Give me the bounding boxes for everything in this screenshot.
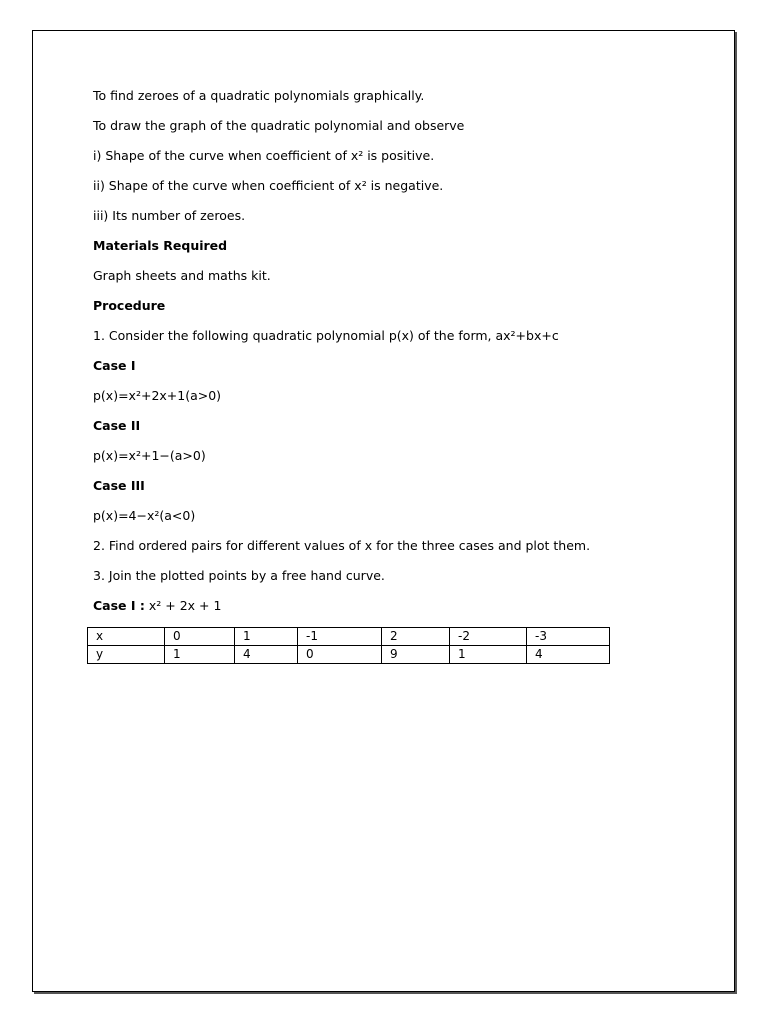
case-heading: Case I [93, 358, 136, 373]
table-caption [93, 597, 693, 627]
observation-item: i) Shape of the curve when coefficient of x² is positive. [93, 148, 435, 163]
table-cell: -2 [450, 628, 527, 646]
table-cell: -1 [298, 628, 382, 646]
section-heading-materials: Materials Required [93, 238, 228, 253]
document-body [93, 87, 693, 627]
case-heading: Case II [93, 418, 141, 433]
case-heading: Case III [93, 478, 145, 493]
observation-item: ii) Shape of the curve when coefficient of x² is negative. [93, 178, 444, 193]
table-cell: 2 [382, 628, 450, 646]
table-cell: 9 [382, 646, 450, 664]
table-caption-label: Case I : [93, 598, 145, 613]
case-polynomial: p(x)=4−x²(a<0) [93, 508, 196, 523]
procedure-step: 1. Consider the following quadratic polynomial p(x) of the form, ax²+bx+c [93, 328, 559, 343]
observation-item: iii) Its number of zeroes. [93, 208, 246, 223]
table-row-y [88, 646, 610, 664]
procedure-step: 3. Join the plotted points by a free hand curve. [93, 568, 385, 583]
table-cell: y [88, 646, 165, 664]
procedure-step: 2. Find ordered pairs for different values of x for the three cases and plot them. [93, 538, 591, 553]
table-cell: 0 [165, 628, 235, 646]
values-table [87, 627, 610, 664]
table-caption-expression: x² + 2x + 1 [144, 598, 222, 613]
materials-text: Graph sheets and maths kit. [93, 268, 271, 283]
table-cell: 0 [298, 646, 382, 664]
table-cell: x [88, 628, 165, 646]
table-row-x [88, 628, 610, 646]
objective-line: To find zeroes of a quadratic polynomials graphically. [93, 88, 425, 103]
table-cell: -3 [527, 628, 610, 646]
table-cell: 4 [235, 646, 298, 664]
case-polynomial: p(x)=x²+1−(a>0) [93, 448, 206, 463]
section-heading-procedure: Procedure [93, 298, 166, 313]
case-polynomial: p(x)=x²+2x+1(a>0) [93, 388, 222, 403]
table-cell: 1 [235, 628, 298, 646]
table-cell: 4 [527, 646, 610, 664]
table-cell: 1 [165, 646, 235, 664]
table-cell: 1 [450, 646, 527, 664]
objective-line: To draw the graph of the quadratic polynomial and observe [93, 118, 465, 133]
